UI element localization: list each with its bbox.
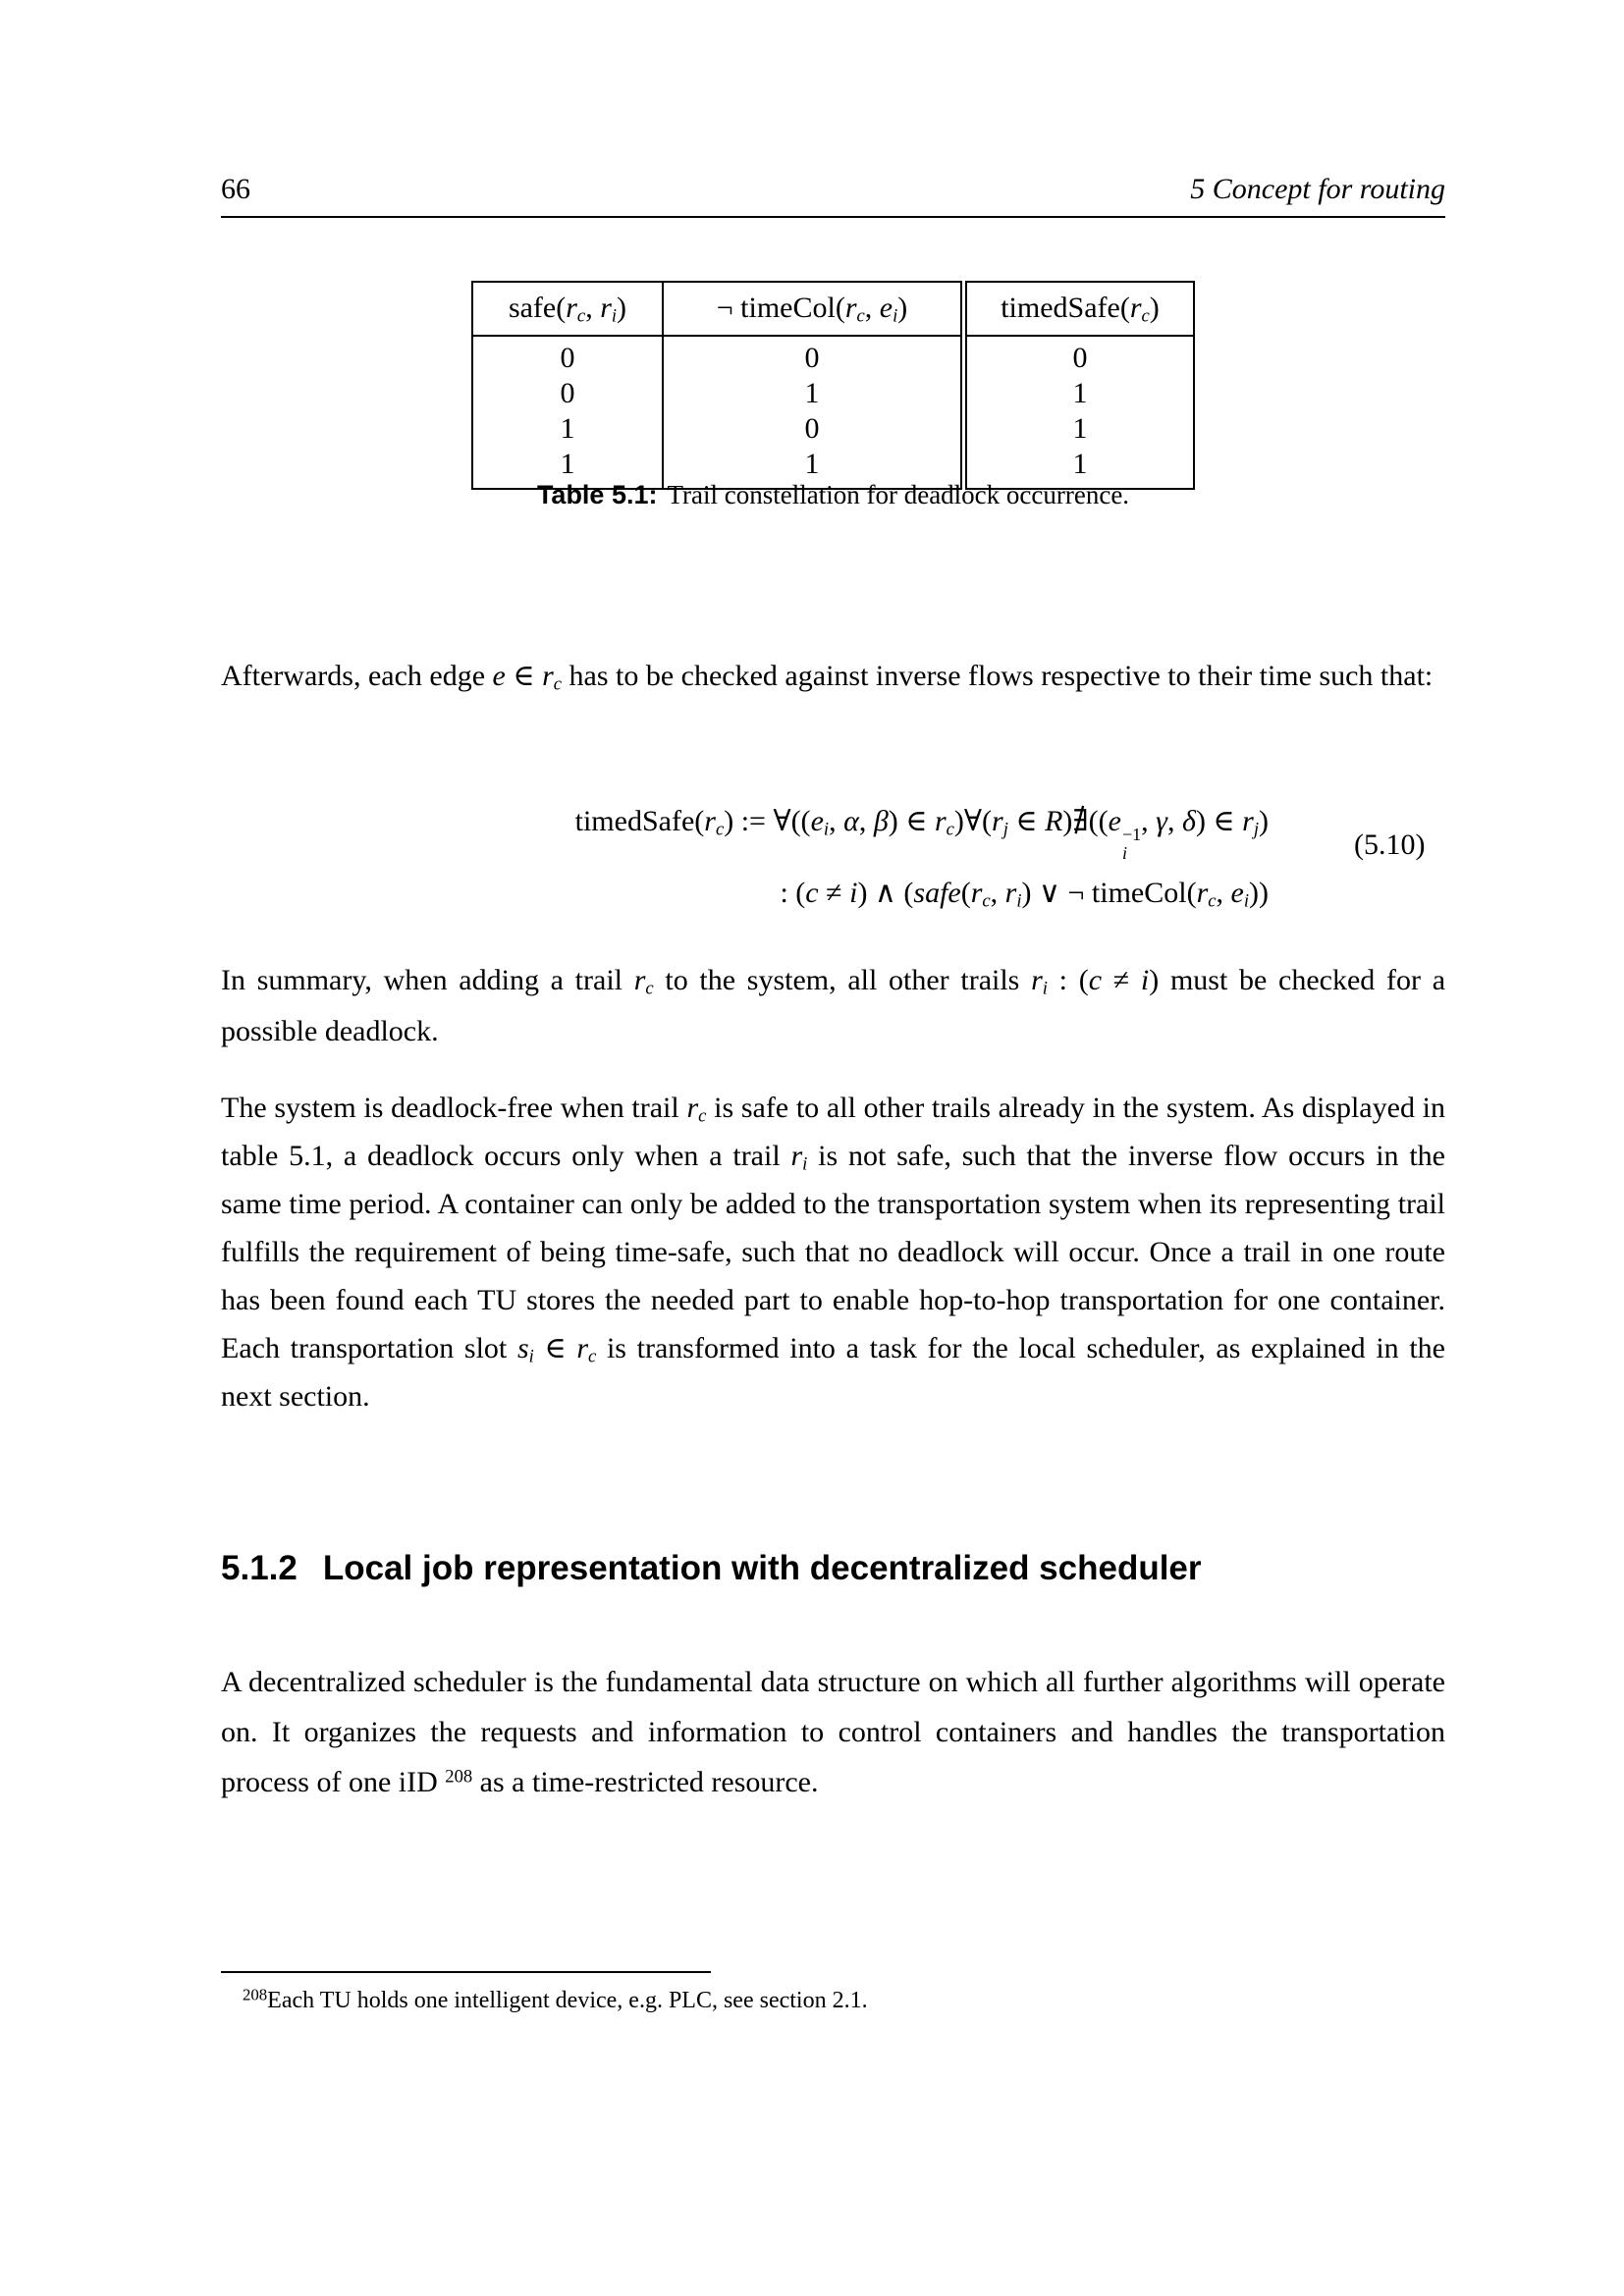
table-header-row <box>472 282 1194 336</box>
page-number: 66 <box>221 173 250 205</box>
table-cell: 0 <box>663 336 964 376</box>
table-cell: 0 <box>472 336 663 376</box>
paragraph-system: The system is deadlock-free when trail $r_c$ is safe to all other trails already in the system. As displayed in table 5.1, a deadlock occurs only when a trail $r_i$ is not safe, such that the inverse flow occurs in the same time period. A container can only be added to the transportation system when its representing trail fulfills the requirement of being time-safe, such that no deadlock will occur. Once a trail in one route has been found each TU stores the needed part to enable hop-to-hop transportation for one container. Each transportation slot $s_i$ ∈ $r_c$ is transformed into a task for the local scheduler, as explained in the next section. <box>221 1092 1445 1413</box>
footnote: $^{208}$Each TU holds one intelligent device, e.g. PLC, see section 2.1. <box>243 1985 868 2013</box>
chapter-header: 5 Concept for routing <box>1190 173 1445 205</box>
paragraph-scheduler: A decentralized scheduler is the fundamental data structure on which all further algorithms will operate on. It organizes the requests and information to control containers and handles the transportation process of one iID $^{208}$ as a time-restricted resource. <box>221 1666 1445 1798</box>
table-caption <box>221 478 1445 511</box>
equation-block <box>575 791 1269 924</box>
table-caption-text: Trail constellation for deadlock occurrence. <box>667 480 1130 509</box>
footnote-rule <box>221 1971 711 1973</box>
table-cell: 1 <box>1072 448 1088 480</box>
paragraph-summary: In summary, when adding a trail $r_c$ to the system, all other trails $r_i$ : (c ≠ i) must be checked for a possible deadlock. <box>221 964 1446 1047</box>
table-row <box>472 376 1194 411</box>
table-cell: 1 <box>1072 412 1088 445</box>
table-cell: 1 <box>472 447 663 489</box>
equation-line-1: $timedSafe(r_c)$ := $\forall((e_i$, α, β) ∈ $r_c)\forall(r_j$ ∈ R)∄((e −1 i , γ, δ) ∈ $r_j$) <box>574 805 1269 863</box>
paragraph-afterwards: Afterwards, each edge e ∈ $r_c$ has to be checked against inverse flows respective to their time such that: <box>221 660 1434 695</box>
equation-line-2: : (c ≠ i) ∧ ($safe(r_c$, $r_i$) ∨ ¬ $timeCol(r_c$, $e_i$)) <box>780 876 1269 912</box>
equation-number: (5.10) <box>1354 828 1426 861</box>
table-cell: 0 <box>472 376 663 411</box>
section-title: Local job representation with decentralized scheduler <box>322 1549 1202 1587</box>
table-cell: 1 <box>472 411 663 447</box>
truth-table <box>471 281 1195 490</box>
column-header-timedsafe: $timedSafe(r_c)$ <box>964 282 1195 336</box>
table-cell: 1 <box>1072 377 1088 409</box>
section-number: 5.1.2 <box>221 1549 298 1587</box>
column-header-timecol: ¬ $timeCol(r_c$, $e_i$) <box>663 282 964 336</box>
section-heading <box>221 1548 1445 1589</box>
header-rule <box>221 216 1445 218</box>
table-container <box>221 281 1445 490</box>
table-cell: 0 <box>1072 342 1088 374</box>
table-cell: 1 <box>663 376 964 411</box>
table-caption-label: Table 5.1: <box>536 480 658 509</box>
table-cell: 1 <box>663 447 964 489</box>
column-header-safe: $safe(r_c$, $r_i$) <box>472 282 663 336</box>
table-cell: 0 <box>663 411 964 447</box>
table-row <box>472 336 1194 376</box>
page-header <box>221 173 1445 206</box>
table-row <box>472 411 1194 447</box>
